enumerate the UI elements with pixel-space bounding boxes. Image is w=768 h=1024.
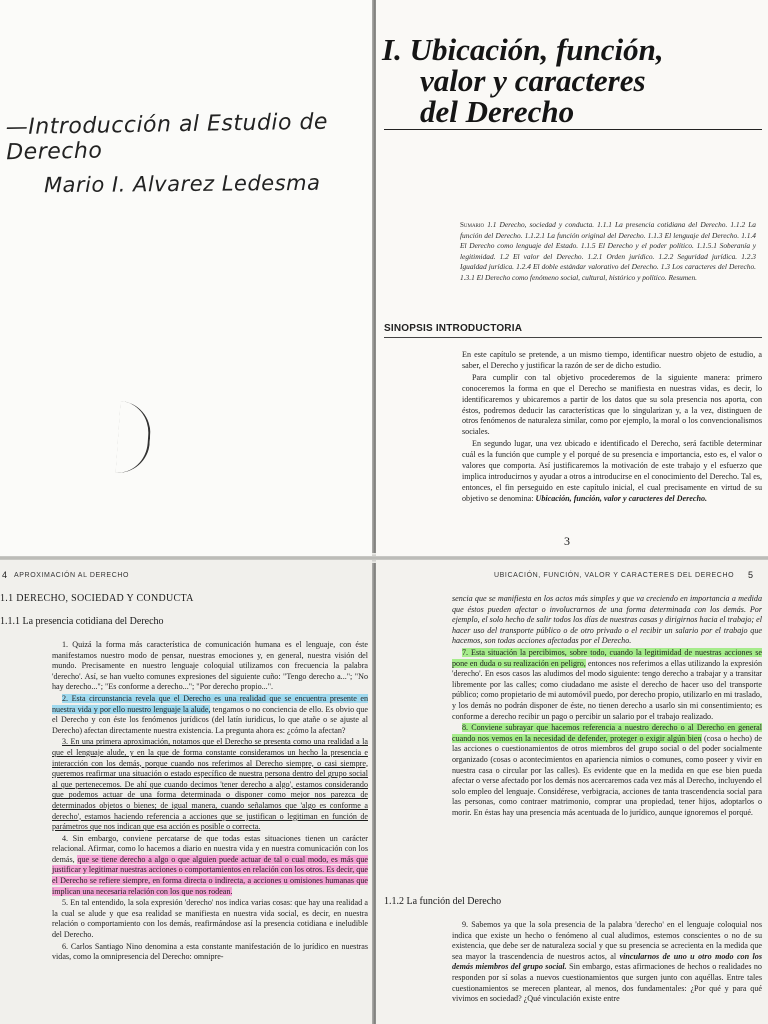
chapter-summary bbox=[460, 220, 756, 284]
paragraph-3: 3. En una primera aproximación, notamos que el Derecho se presenta como una realidad a la que el lenguaje alude, y en la que de forma constante consideramos un hecho la presencia e interacción con los demás, porque cuando nos referimos al Derecho siempre, o casi siempre, queremos reafirmar una situación o estado específico de nuestra persona dentro del grupo social al que pertenecemos. De ahí que cuando decimos 'tener derecho a algo', estamos considerando que podemos actuar de una forma determinada o disponer como mejor nos parezca de determinados objetos o bienes; de igual manera, cuando señalamos que 'algo es conforme a derecho', estamos haciendo referencia a acciones que se justifican o legitiman en función de parámetros que nos indican que esa acción es posible o correcta. bbox=[52, 737, 368, 832]
paragraph-7-rest: entonces nos referimos a ellas utilizando la expresión 'derecho'. En esos casos las aludimos del modo siguiente: tengo derecho a trabajar y a transitar libremente por las calles; como ciudadano me asiste el derecho de hacer uso del transporte público; como propietario de mi automóvil puedo, por derecho propio, utilizarlo en mi traslado, y los demás no podrán disponer de éste, no tienen derecho a usarlo sin mi consentimiento; es conforme a derecho recibir un pago o percibir un salario por el trabajo realizado. bbox=[452, 658, 762, 721]
paragraph-5: 5. En tal entendido, la sola expresión 'derecho' nos indica varias cosas: que hay una realidad a la cual se alude y que esa realidad se manifiesta en nuestra vida social, es decir, en nuestra relación o comportamiento con los demás, reafirmándose así la presencia cotidiana e ineludible del Derecho. bbox=[52, 898, 368, 940]
section-heading: 1.1 DERECHO, SOCIEDAD Y CONDUCTA bbox=[0, 593, 194, 604]
page-number-3: 3 bbox=[564, 534, 570, 548]
synopsis-rule bbox=[384, 337, 762, 338]
page-5-body bbox=[452, 594, 762, 819]
running-head-page-5: UBICACIÓN, FUNCIÓN, VALOR Y CARACTERES DEL DERECHO bbox=[494, 572, 735, 579]
handwritten-title: —Introducción al Estudio de Derecho bbox=[5, 109, 329, 166]
chapter-title-rule bbox=[384, 129, 762, 130]
chapter-title-line-1: Ubicación, función, bbox=[409, 32, 664, 67]
intro-paragraph-2: Para cumplir con tal objetivo procederemos de la siguiente manera: primero conoceremos la forma en que el Derecho se manifiesta en nuestras vidas, es decir, lo identificaremos y ubicaremos a partir de los datos que su sola presencia nos aporta, con éstos, podremos deducir las características que lo singularizan y, a la vez, distinguen de otros fenómenos de naturaleza similar, como por ejemplo, la moral o los convencionalismos sociales. bbox=[462, 372, 762, 437]
page-number-5: 5 bbox=[748, 570, 754, 580]
synopsis-heading: SINOPSIS INTRODUCTORIA bbox=[384, 323, 523, 334]
intro-paragraph-3 bbox=[462, 439, 762, 504]
summary-label: Sumario bbox=[460, 221, 485, 229]
paragraph-7 bbox=[452, 648, 762, 722]
chapter-title-line-3: del Derecho bbox=[420, 94, 575, 129]
paragraph-9-emphasis: vincularnos de uno u otro modo con los demás miembros del grupo social. bbox=[452, 951, 762, 972]
paragraph-9-start: 9. Sabemos ya que la sola presencia de la palabra 'derecho' en el lenguaje coloquial nos indica que existe un hecho o fenómeno al cual aludimos, estemos conscientes o no de su existencia, que debe ser de naturaleza social y que su presencia se acrecienta en la medida que sea mayor la trascendencia de nuestros actos, al bbox=[452, 920, 762, 961]
paragraph-8-rest: (cosa o hecho) de las acciones o cuestionamientos de otros miembros del grupo social o del poder socialmente organizado (cosas o acontecimientos en apariencia nimios o comunes, como poseer y vivir en nuestra casa o circular por las calles). Es evidente que en la medida en que ese bien pueda afectar o verse afectado por los demás nos acercaremos cada vez más al Derecho, incluyendo el solo empleo del lenguaje. Considérese, verbigracia, acciones de tanta trascendencia social para las personas, como contraer matrimonio, comprar una propiedad, tener hijos, adoptarlos o morir. En éstas hay una presencia más acentuada de lo jurídico, aunque ignoremos el porqué. bbox=[452, 733, 763, 817]
subsection-heading-1-1-2: 1.1.2 La función del Derecho bbox=[384, 896, 502, 907]
summary-text: 1.1 Derecho, sociedad y conducta. 1.1.1 La presencia cotidiana del Derecho. 1.1.2 La función del Derecho. 1.1.2.1 La función original del Derecho. 1.1.3 El lenguaje del Derecho. 1.1.4 El Derecho como lenguaje del Estado. 1.1.5 El Derecho y el poder político. 1.1.5.1 Soberanía y legitimidad. 1.2 El valor del Derecho. 1.2.1 Orden jurídico. 1.2.2 Seguridad jurídica. 1.2.3 Igualdad jurídica. 1.2.4 El doble estándar valorativo del Derecho. 1.3 Los caracteres del Derecho. 1.3.1 El Derecho como fenómeno social, cultural, histórico y político. Resumen. bbox=[460, 220, 756, 282]
page-4-body bbox=[52, 640, 368, 964]
paragraph-4-start: 4. Sin embargo, conviene percatarse de que todas estas situaciones tienen un carácter relacional. Afirmar, como lo hacemos a diario en nuestra vida y en nuestra comunicación con los demás, bbox=[52, 833, 368, 864]
pen-mark bbox=[116, 401, 153, 475]
page-number-4: 4 bbox=[2, 570, 8, 580]
subsection-heading-1-1-1: 1.1.1 La presencia cotidiana del Derecho bbox=[0, 616, 164, 627]
paragraph-2 bbox=[52, 694, 368, 736]
highlight-cyan: 2. Esta circunstancia revela que el Derecho es una realidad que se encuentra presente en nuestra vida y por ello nuestro lenguaje la alude, bbox=[52, 693, 368, 714]
paragraph-2-rest: tengamos o no conciencia de ello. Es obvio que el Derecho y con éste los fenómenos jurídicos (del latín iuridicus, lo que atañe o se ajuste al Derecho) afectan directamente nuestra existencia. La pregunta ahora es: ¿cómo la afectan? bbox=[52, 704, 368, 735]
paragraph-9 bbox=[452, 920, 762, 1005]
chapter-title-line-2: valor y caracteres bbox=[420, 63, 646, 98]
cover-page bbox=[0, 0, 372, 556]
highlight-green-7: 7. Esta situación la percibimos, sobre todo, cuando la legitimidad de nuestras acciones se pone en duda o su realización en peligro, bbox=[452, 647, 762, 668]
intro-paragraph-3-text: En segundo lugar, una vez ubicado e identificado el Derecho, será factible determinar cuál es la función que cumple y el porqué de su presencia e importancia, esto es, el valor o valores que comporta. Así justificaremos la motivación de este trabajo y el esfuerzo que implica introducirnos y ayudar a otros a introducirse en el conocimiento del Derecho. Tal es, entonces, el fin perseguido en este capítulo inicial, el cual precisamente en virtud de su objetivo se denomina: bbox=[462, 439, 762, 503]
chapter-number: I. bbox=[382, 32, 402, 67]
handwritten-author: Mario I. Alvarez Ledesma bbox=[43, 170, 321, 198]
highlight-green-8: 8. Conviene subrayar que hacemos referencia a nuestro derecho o al Derecho en general cuando nos vemos en la necesidad de defender, proteger o exigir algún bien bbox=[452, 723, 762, 743]
intro-paragraph-1: En este capítulo se pretende, a un mismo tiempo, identificar nuestro objeto de estudio, a saber, el Derecho y justificar la razón de ser de dicho estudio. bbox=[462, 350, 762, 370]
page-5-body-continued bbox=[452, 920, 762, 1005]
paragraph-1: 1. Quizá la forma más característica de comunicación humana es el lenguaje, con éste manifestamos nuestro modo de pensar, nuestras emociones y, en general, nuestra visión del mundo. Precisamente en nuestro lenguaje coloquial utilizamos con frecuencia la palabra 'derecho'. Así, se han vuelto comunes expresiones del siguiente cuño: "Tengo derecho a..."; "No hay derecho..."; "Es conforme a derecho..."; "Por derecho propio...". bbox=[52, 640, 368, 692]
chapter-opening-page bbox=[376, 0, 768, 556]
highlight-pink: que se tiene derecho a algo o que alguien puede actuar de tal o cual modo, es más que justificar y legitimar nuestras acciones o comportamientos en relación con los otros. Es decir, que el Derecho se refiere siempre, en forma directa o indirecta, a acciones u omisiones humanas que implican una necesaria relación con los que nos rodean. bbox=[52, 854, 368, 896]
chapter-title bbox=[382, 34, 664, 127]
intro-paragraph-3-title: Ubicación, función, valor y caracteres del Derecho. bbox=[535, 493, 708, 503]
paragraph-9-end: Sin embargo, estas afirmaciones de hechos o realidades no responden por sí solas a nuevos cuestionamientos que surgen junto con aquéllas. Entre tales cuestionamientos se merecen plantear, al menos, dos fundamentales: ¿Por qué y para qué vivimos en sociedad? ¿Qué vinculación existe entre bbox=[452, 962, 762, 1004]
page-5 bbox=[376, 560, 768, 1024]
paragraph-4 bbox=[52, 834, 368, 898]
paragraph-6: 6. Carlos Santiago Nino denomina a esta constante manifestación de lo jurídico en nuestras vidas, como la omnipresencia del Derecho: omnipre- bbox=[52, 941, 368, 962]
paragraph-8 bbox=[452, 723, 762, 818]
page-4 bbox=[0, 560, 372, 1024]
running-head-page-4: APROXIMACIÓN AL DERECHO bbox=[14, 572, 130, 579]
continuation-paragraph: sencia que se manifiesta en los actos más simples y que va creciendo en importancia a medida que éstos pueden afectar o involucrarnos de una forma determinada con los demás. Por ejemplo, el solo hecho de salir todos los días de nuestras casas y dirigirnos hacia el trabajo; el hacer uso del transporte público o de otro privado o el recibir un salario por el trabajo que hacemos, son todas acciones afectadas por el Derecho. bbox=[452, 594, 762, 646]
synopsis-text bbox=[462, 350, 762, 506]
